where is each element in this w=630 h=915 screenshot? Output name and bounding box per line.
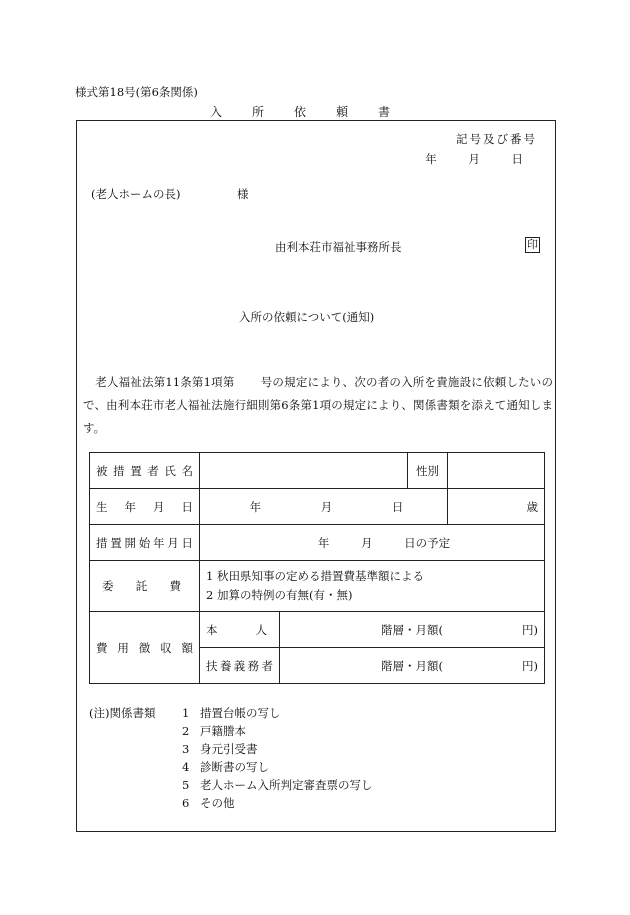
list-item: 6 その他 bbox=[182, 796, 235, 810]
self-label: 本人 bbox=[200, 612, 280, 648]
form-number-label: 様式第18号(第6条関係) bbox=[75, 85, 198, 99]
list-item: 4 診断書の写し bbox=[182, 760, 269, 774]
table-row bbox=[90, 561, 545, 612]
notes-list bbox=[89, 704, 373, 812]
body-part-2: 号の規定により、次の者の入所を貴施設に依頼したいので、由利本荘市老人福祉法施行細則第6条第1項の規定により、関係書類を添えて通知します。 bbox=[83, 375, 553, 435]
form-frame bbox=[76, 120, 556, 832]
seal-mark: 印 bbox=[527, 238, 538, 251]
dob-label: 生年月日 bbox=[90, 489, 200, 525]
name-field[interactable] bbox=[200, 453, 408, 489]
guardian-fee-text: 階層・月額( bbox=[381, 658, 443, 673]
fee-label: 費用徴収額 bbox=[90, 612, 200, 684]
table-row bbox=[90, 525, 545, 561]
honorific: 様 bbox=[237, 187, 249, 201]
gender-label: 性別 bbox=[408, 453, 448, 489]
table-row bbox=[90, 453, 545, 489]
guardian-fee-field[interactable] bbox=[280, 648, 545, 684]
self-fee-text: 階層・月額( bbox=[381, 622, 443, 637]
guardian-fee-yen: 円) bbox=[522, 658, 538, 673]
table-row bbox=[90, 489, 545, 525]
reference-number-line: 記号及び番号 bbox=[456, 132, 537, 146]
gender-field[interactable] bbox=[448, 453, 545, 489]
document-title: 入所依頼書 bbox=[209, 105, 420, 119]
consignment-label: 委託費 bbox=[90, 561, 200, 612]
list-item: (注)関係書類 1 措置台帳の写し bbox=[89, 706, 281, 720]
self-fee-yen: 円) bbox=[522, 622, 538, 637]
self-fee-field[interactable] bbox=[280, 612, 545, 648]
body-paragraph bbox=[83, 371, 553, 440]
dob-field[interactable]: 年 月 日 bbox=[200, 489, 448, 525]
start-date-field[interactable]: 年 月 日の予定 bbox=[200, 525, 545, 561]
guardian-label: 扶養義務者 bbox=[200, 648, 280, 684]
table-row bbox=[90, 612, 545, 648]
list-item: 2 戸籍謄本 bbox=[182, 724, 246, 738]
details-table bbox=[89, 452, 545, 684]
sender-title: 由利本荘市福祉事務所長 bbox=[275, 240, 402, 254]
name-label: 被措置者氏名 bbox=[90, 453, 200, 489]
addressee: (老人ホームの長) bbox=[91, 187, 181, 201]
list-item: 3 身元引受書 bbox=[182, 742, 258, 756]
issue-date-line: 年 月 日 bbox=[425, 152, 537, 166]
consignment-options bbox=[200, 561, 545, 612]
list-item: 5 老人ホーム入所判定審査票の写し bbox=[182, 778, 373, 792]
consignment-item-1: 1 秋田県知事の定める措置費基準額による bbox=[206, 569, 424, 583]
start-date-label: 措置開始年月日 bbox=[90, 525, 200, 561]
subject-line: 入所の依頼について(通知) bbox=[239, 310, 375, 324]
consignment-item-2: 2 加算の特例の有無(有・無) bbox=[206, 588, 353, 602]
body-part-1: 老人福祉法第11条第1項第 bbox=[95, 375, 235, 389]
age-field[interactable]: 歳 bbox=[448, 489, 545, 525]
notes-lead: (注)関係書類 bbox=[89, 706, 156, 720]
